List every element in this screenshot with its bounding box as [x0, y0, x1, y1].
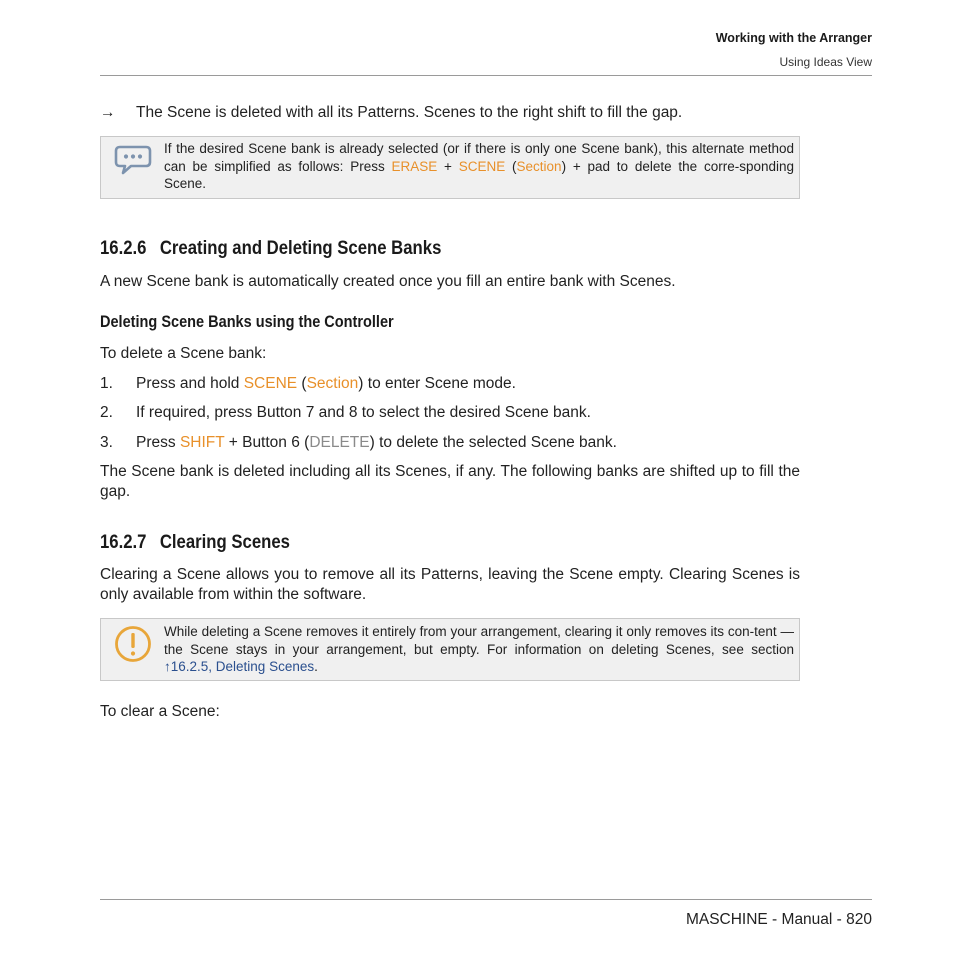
- shift-key: SHIFT: [179, 434, 225, 451]
- section-title: Creating and Deleting Scene Banks: [159, 238, 442, 259]
- result-text: The Scene is deleted with all its Patterns. Scenes to the right shift to fill the gap.: [136, 104, 683, 121]
- clear-lead: To clear a Scene:: [100, 703, 220, 720]
- section-key: Section: [306, 375, 359, 392]
- header-divider: [100, 75, 872, 76]
- footer-page-label: MASCHINE - Manual - 820: [685, 911, 872, 928]
- result-line: [100, 103, 683, 123]
- section-intro: A new Scene bank is automatically created once you fill an entire bank with Scenes.: [100, 273, 676, 290]
- erase-key: ERASE: [391, 158, 438, 174]
- exclamation-icon: [113, 624, 153, 664]
- speech-bubble-icon: [114, 144, 152, 176]
- arrow-icon: →: [100, 104, 116, 121]
- footer-divider: [100, 899, 872, 900]
- deleting-scenes-link[interactable]: ↑16.2.5, Deleting Scenes: [164, 659, 315, 674]
- section-title: Clearing Scenes: [159, 532, 290, 553]
- section-result: The Scene bank is deleted including all its Scenes, if any. The following banks are shifted up to fill the gap.: [100, 463, 800, 500]
- section-heading-16-2-7: [100, 532, 316, 554]
- scene-key: SCENE: [243, 375, 298, 392]
- section-number: 16.2.7: [100, 532, 147, 553]
- section-heading-16-2-6: [100, 238, 488, 260]
- section-number: 16.2.6: [100, 238, 147, 259]
- section-key: Section: [516, 158, 562, 174]
- tip-box: [100, 136, 800, 199]
- scene-key: SCENE: [458, 158, 506, 174]
- step-2: 2. If required, press Button 7 and 8 to select the desired Scene bank.: [100, 404, 591, 421]
- tip-text: If the desired Scene bank is already selected (or if there is only one Scene bank), this alternate method can be simplified as follows: Press ERASE + SCENE (Section) + pad to delete the corre-sponding Scene.: [164, 141, 794, 191]
- delete-key: DELETE: [309, 434, 370, 451]
- step-1: 1. Press and hold SCENE (Section) to enter Scene mode.: [100, 375, 516, 392]
- subheading: Deleting Scene Banks using the Controller: [100, 313, 394, 331]
- warning-box: [100, 618, 800, 681]
- step-3: 3. Press SHIFT + Button 6 (DELETE) to delete the selected Scene bank.: [100, 434, 617, 451]
- header-chapter-title: Working with the Arranger: [715, 31, 872, 45]
- steps-lead: To delete a Scene bank:: [100, 345, 267, 362]
- header-section-title: Using Ideas View: [779, 55, 872, 69]
- warning-text: While deleting a Scene removes it entirely from your arrangement, clearing it only removes its con-tent — the Scene stays in your arrangement, but empty. For information on deleting Scenes, see section ↑16.2.5, Deleting Scenes.: [164, 624, 794, 674]
- section-intro: Clearing a Scene allows you to remove all its Patterns, leaving the Scene empty. Clearing Scenes is only available from within the software.: [100, 566, 800, 603]
